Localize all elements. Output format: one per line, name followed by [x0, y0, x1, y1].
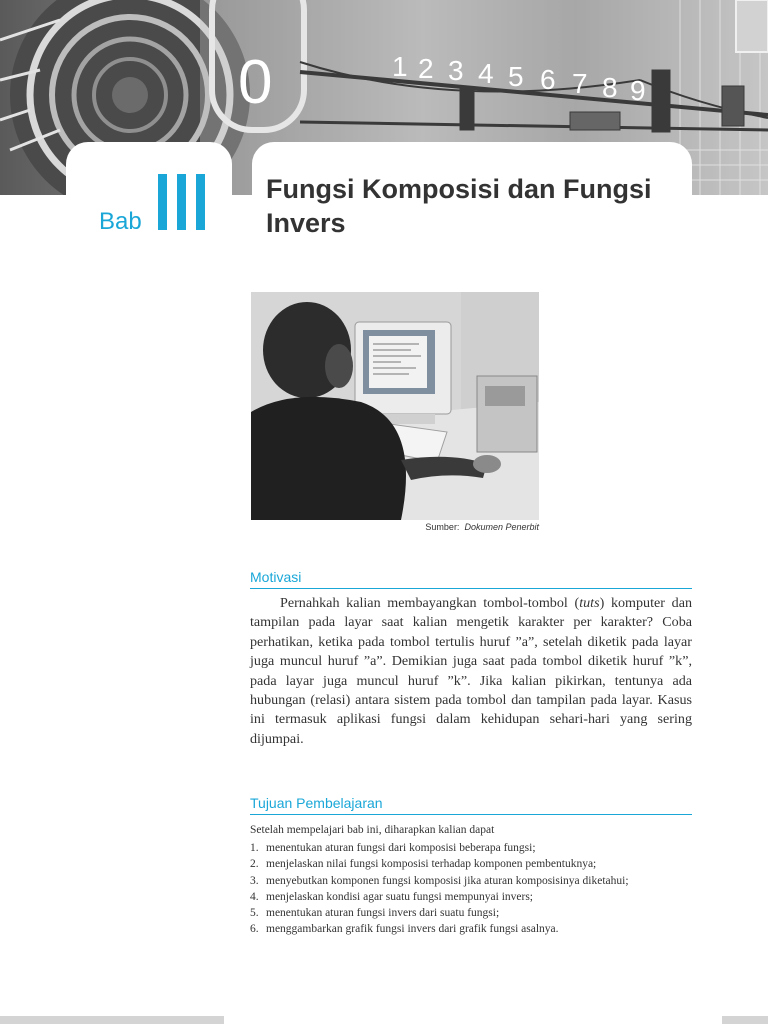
- person-at-computer-image: [251, 292, 539, 520]
- motivasi-italic-term: tuts: [579, 595, 600, 611]
- motivasi-text-part: Pernahkah kalian membayangkan tombol-tombol (: [280, 595, 580, 611]
- photo-caption: [251, 522, 539, 532]
- svg-text:4: 4: [478, 58, 494, 89]
- list-item: 4. menjelaskan kondisi agar suatu fungsi mempunyai invers;: [250, 890, 533, 903]
- svg-text:5: 5: [508, 61, 524, 92]
- roman-bar: [196, 174, 205, 230]
- list-item: 5. menentukan aturan fungsi invers dari suatu fungsi;: [250, 907, 500, 920]
- chapter-photo: [251, 292, 539, 520]
- motivasi-text-part: ) komputer dan tampilan pada layar saat kalian mengetik karakter per karakter? Coba perhatikan, ketika pada tombol tertulis huruf ”a”, setelah diketik pada layar juga muncul huruf ”a”. Demikian juga saat pada tombol diketik huruf ”k”, pada layar juga muncul huruf ”k”. Jika kalian pikirkan, tentunya ada hubungan (relasi) antara sistem pada tombol dan tampilan pada layar. Kasus ini termasuk aplikasi fungsi dalam kehidupan sehari-hari yang sering dijumpai.: [250, 595, 693, 747]
- motivasi-heading: Motivasi: [250, 569, 692, 589]
- chapter-label: Bab: [99, 208, 142, 235]
- footer-bar: [0, 1016, 224, 1024]
- banner-tab-left: [66, 142, 232, 195]
- svg-text:1: 1: [392, 51, 408, 82]
- list-item: 1. menentukan aturan fungsi dari komposisi beberapa fungsi;: [250, 842, 536, 854]
- tujuan-list: [250, 840, 710, 938]
- motivasi-paragraph: [250, 594, 692, 749]
- banner-big-digit: 0: [238, 48, 273, 117]
- caption-source: Dokumen Penerbit: [464, 522, 539, 532]
- roman-bar: [177, 174, 186, 230]
- chapter-banner: [0, 0, 768, 195]
- list-item: 2. menjelaskan nilai fungsi komposisi terhadap komponen pembentuknya;: [250, 858, 597, 871]
- tujuan-intro: Setelah mempelajari bab ini, diharapkan kalian dapat: [250, 824, 495, 836]
- list-item: 6. menggambarkan grafik fungsi invers dari grafik fungsi asalnya.: [250, 923, 559, 936]
- svg-text:9: 9: [630, 75, 646, 106]
- footer-bar: [722, 1016, 768, 1024]
- chapter-title: Fungsi Komposisi dan Fungsi Invers: [266, 174, 652, 238]
- list-item: 3. menyebutkan komponen fungsi komposisi jika aturan komposisinya diketahui;: [250, 874, 629, 887]
- roman-bar: [158, 174, 167, 230]
- chapter-number-roman: [158, 174, 205, 230]
- svg-text:7: 7: [572, 68, 588, 99]
- svg-text:8: 8: [602, 72, 618, 103]
- svg-text:6: 6: [540, 64, 556, 95]
- svg-text:3: 3: [448, 55, 464, 86]
- tujuan-heading: Tujuan Pembelajaran: [250, 795, 692, 815]
- caption-prefix: Sumber:: [425, 522, 460, 532]
- svg-text:2: 2: [418, 53, 434, 84]
